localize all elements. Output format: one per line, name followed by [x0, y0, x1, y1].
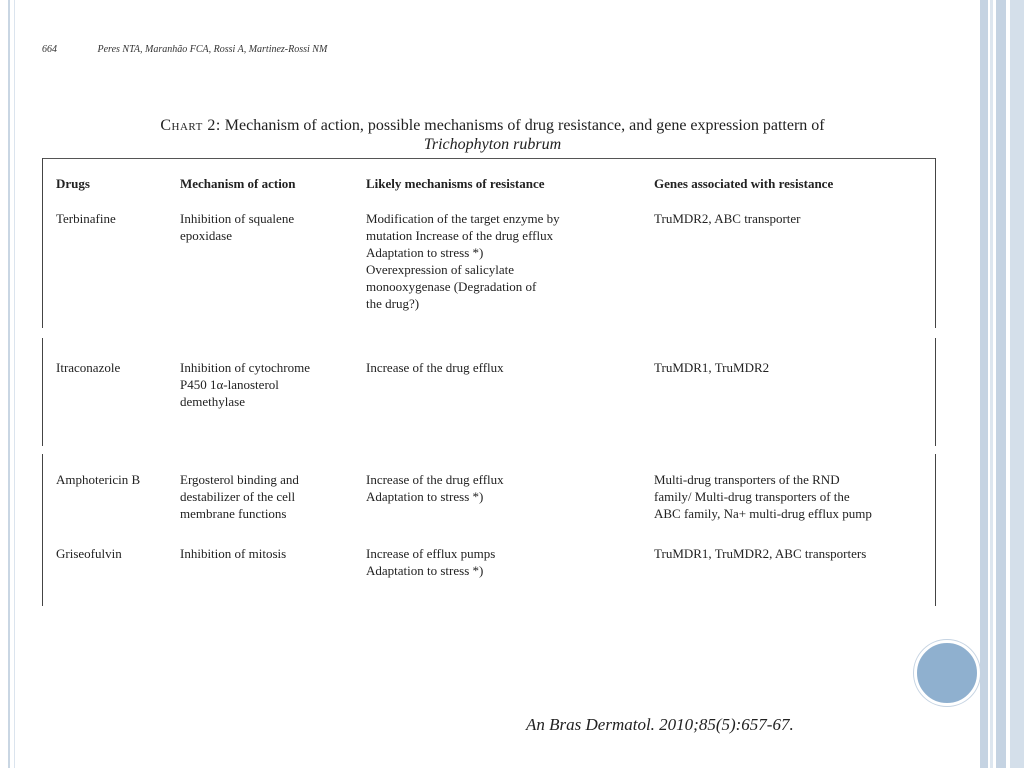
resistance-cell-line: monooxygenase (Degradation of	[366, 279, 537, 294]
running-head	[42, 44, 327, 55]
mechanism-cell	[180, 545, 362, 562]
mechanism-cell-line: epoxidase	[180, 228, 232, 243]
table-left-border	[42, 454, 43, 606]
slide-right-bar	[1010, 0, 1024, 768]
resistance-cell-line: Increase of the drug efflux	[366, 360, 504, 375]
mechanism-cell	[180, 210, 362, 244]
resistance-cell-line: Increase of the drug efflux	[366, 472, 504, 487]
header-genes: Genes associated with resistance	[654, 176, 834, 191]
genes-cell	[654, 210, 936, 227]
resistance-cell-line: Increase of efflux pumps	[366, 546, 496, 561]
mechanism-cell-line: destabilizer of the cell	[180, 489, 296, 504]
drug-cell-line: Itraconazole	[56, 360, 121, 375]
mechanism-cell-line: Inhibition of cytochrome	[180, 360, 310, 375]
resistance-cell-line: Overexpression of salicylate	[366, 262, 515, 277]
mechanism-cell	[180, 471, 362, 522]
mechanism-cell-line: Inhibition of squalene	[180, 211, 295, 226]
chart-title	[40, 116, 945, 154]
mechanism-cell	[180, 359, 362, 410]
drug-cell-line: Terbinafine	[56, 211, 116, 226]
table-right-border	[935, 338, 936, 446]
organism-name: Trichophyton rubrum	[423, 136, 562, 153]
resistance-cell	[366, 545, 652, 579]
drug-cell	[56, 210, 178, 227]
genes-cell	[654, 359, 936, 376]
genes-cell-line: TruMDR1, TruMDR2, ABC transporters	[654, 546, 867, 561]
mechanism-cell-line: P450 1α-lanosterol	[180, 377, 279, 392]
drug-cell-line: Griseofulvin	[56, 546, 122, 561]
author-list: Peres NTA, Maranhão FCA, Rossi A, Martinez-Rossi NM	[97, 44, 328, 55]
resistance-cell-line: mutation Increase of the drug efflux	[366, 228, 554, 243]
header-resistance: Likely mechanisms of resistance	[366, 176, 545, 191]
mechanism-cell-line: demethylase	[180, 394, 245, 409]
mechanism-cell-line: Inhibition of mitosis	[180, 546, 287, 561]
resistance-cell	[366, 471, 652, 505]
citation: An Bras Dermatol. 2010;85(5):657-67.	[526, 715, 794, 734]
resistance-table	[42, 158, 936, 606]
drug-cell	[56, 471, 178, 488]
chart-title-text: Mechanism of action, possible mechanisms of drug resistance, and gene expression pattern of	[224, 117, 825, 134]
genes-cell	[654, 471, 936, 522]
genes-cell-line: Multi-drug transporters of the RND	[654, 472, 840, 487]
genes-cell	[654, 545, 936, 562]
table-top-rule	[42, 158, 936, 159]
slide-left-rule-inner	[14, 0, 15, 768]
slide-right-bar	[996, 0, 1006, 768]
resistance-cell	[366, 210, 652, 312]
genes-cell-line: ABC family, Na+ multi-drug efflux pump	[654, 506, 872, 521]
resistance-cell-line: Modification of the target enzyme by	[366, 211, 560, 226]
drug-cell	[56, 359, 178, 376]
genes-cell-line: TruMDR1, TruMDR2	[654, 360, 770, 375]
slide-left-rule	[8, 0, 10, 768]
slide-right-bar	[980, 0, 988, 768]
header-drugs: Drugs	[56, 176, 90, 191]
table-left-border	[42, 158, 43, 328]
genes-cell-line: family/ Multi-drug transporters of the	[654, 489, 850, 504]
genes-cell-line: TruMDR2, ABC transporter	[654, 211, 801, 226]
resistance-cell-line: Adaptation to stress *)	[366, 245, 484, 260]
slide-right-bar	[990, 0, 993, 768]
mechanism-cell-line: Ergosterol binding and	[180, 472, 299, 487]
resistance-cell-line: the drug?)	[366, 296, 420, 311]
drug-cell-line: Amphotericin B	[56, 472, 141, 487]
chart-label: Chart 2:	[160, 117, 221, 134]
drug-cell	[56, 545, 178, 562]
table-left-border	[42, 338, 43, 446]
resistance-cell-line: Adaptation to stress *)	[366, 489, 484, 504]
slide-decorative-circle	[914, 640, 980, 706]
resistance-cell	[366, 359, 652, 376]
header-mechanism: Mechanism of action	[180, 176, 296, 191]
resistance-cell-line: Adaptation to stress *)	[366, 563, 484, 578]
mechanism-cell-line: membrane functions	[180, 506, 287, 521]
page-number: 664	[42, 44, 57, 55]
